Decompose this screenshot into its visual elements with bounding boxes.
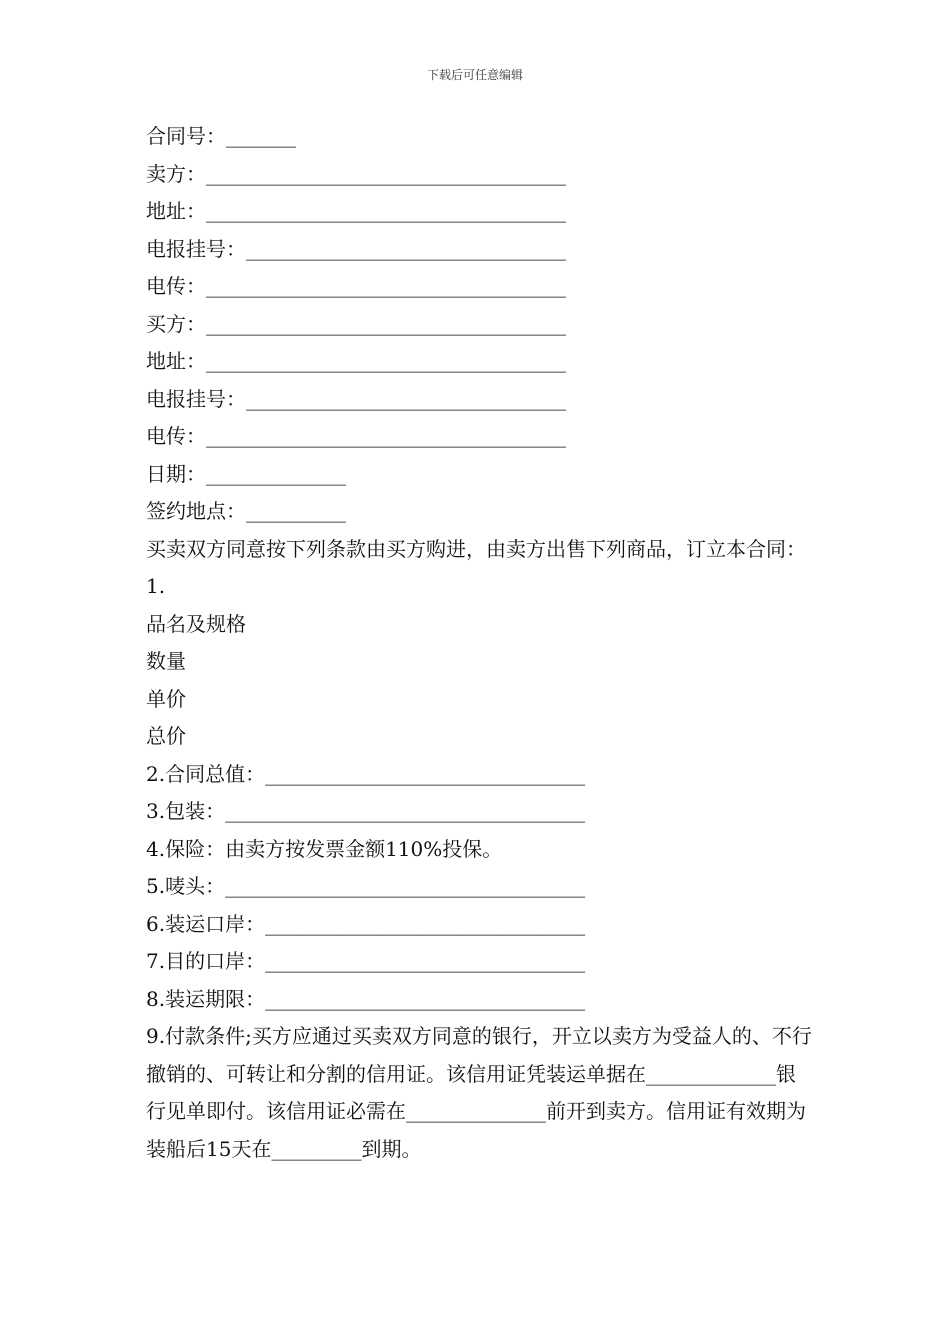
clause-3-packing: 3.包装：____________________________________ — [146, 799, 586, 823]
buyer-cable-field: 电报挂号：________________________________ — [146, 386, 566, 411]
buyer-address-field: 地址：____________________________________ — [146, 349, 566, 373]
clause-9-payment-terms: 9.付款条件;买方应通过买卖双方同意的银行，开立以卖方为受益人的、不行撤销的、可转让和分割的信用证。该信用证凭装运单据在_____________银行见单即付。该信用证必需在______________前开到卖方。信用证有效期为装船后15天在_________到期。 — [146, 1024, 812, 1161]
buyer-telex-field: 电传：____________________________________ — [146, 424, 566, 448]
item-total-price-label: 总价 — [146, 724, 186, 748]
buyer-field: 买方：____________________________________ — [146, 311, 566, 336]
clause-1-number: 1. — [146, 574, 166, 598]
contract-body — [146, 118, 814, 1168]
page-header: 下载后可任意编辑 — [426, 68, 523, 82]
clause-4-insurance: 4.保险：由卖方按发票金额110%投保。 — [146, 836, 503, 861]
date-field: 日期：______________ — [146, 461, 346, 486]
seller-cable-field: 电报挂号：________________________________ — [146, 236, 566, 261]
clause-6-loading-port: 6.装运口岸：________________________________ — [146, 911, 586, 936]
seller-address-field: 地址：____________________________________ — [146, 199, 566, 223]
item-unit-price-label: 单价 — [146, 686, 186, 711]
item-name-spec-label: 品名及规格 — [146, 611, 246, 636]
clause-7-destination-port: 7.目的口岸：________________________________ — [146, 949, 586, 973]
clause-5-shipping-mark: 5.唛头：____________________________________ — [146, 874, 586, 898]
seller-field: 卖方：____________________________________ — [146, 161, 566, 186]
contract-number-field: 合同号：_______ — [146, 124, 296, 148]
clause-2-total-value: 2.合同总值：________________________________ — [146, 761, 586, 786]
clause-8-shipment-time: 8.装运期限：________________________________ — [146, 986, 586, 1011]
intro-paragraph: 买卖双方同意按下列条款由买方购进，由卖方出售下列商品，订立本合同： — [146, 536, 806, 561]
item-quantity-label: 数量 — [146, 649, 186, 673]
signing-place-field: 签约地点：__________ — [146, 499, 346, 523]
seller-telex-field: 电传：____________________________________ — [146, 274, 566, 298]
